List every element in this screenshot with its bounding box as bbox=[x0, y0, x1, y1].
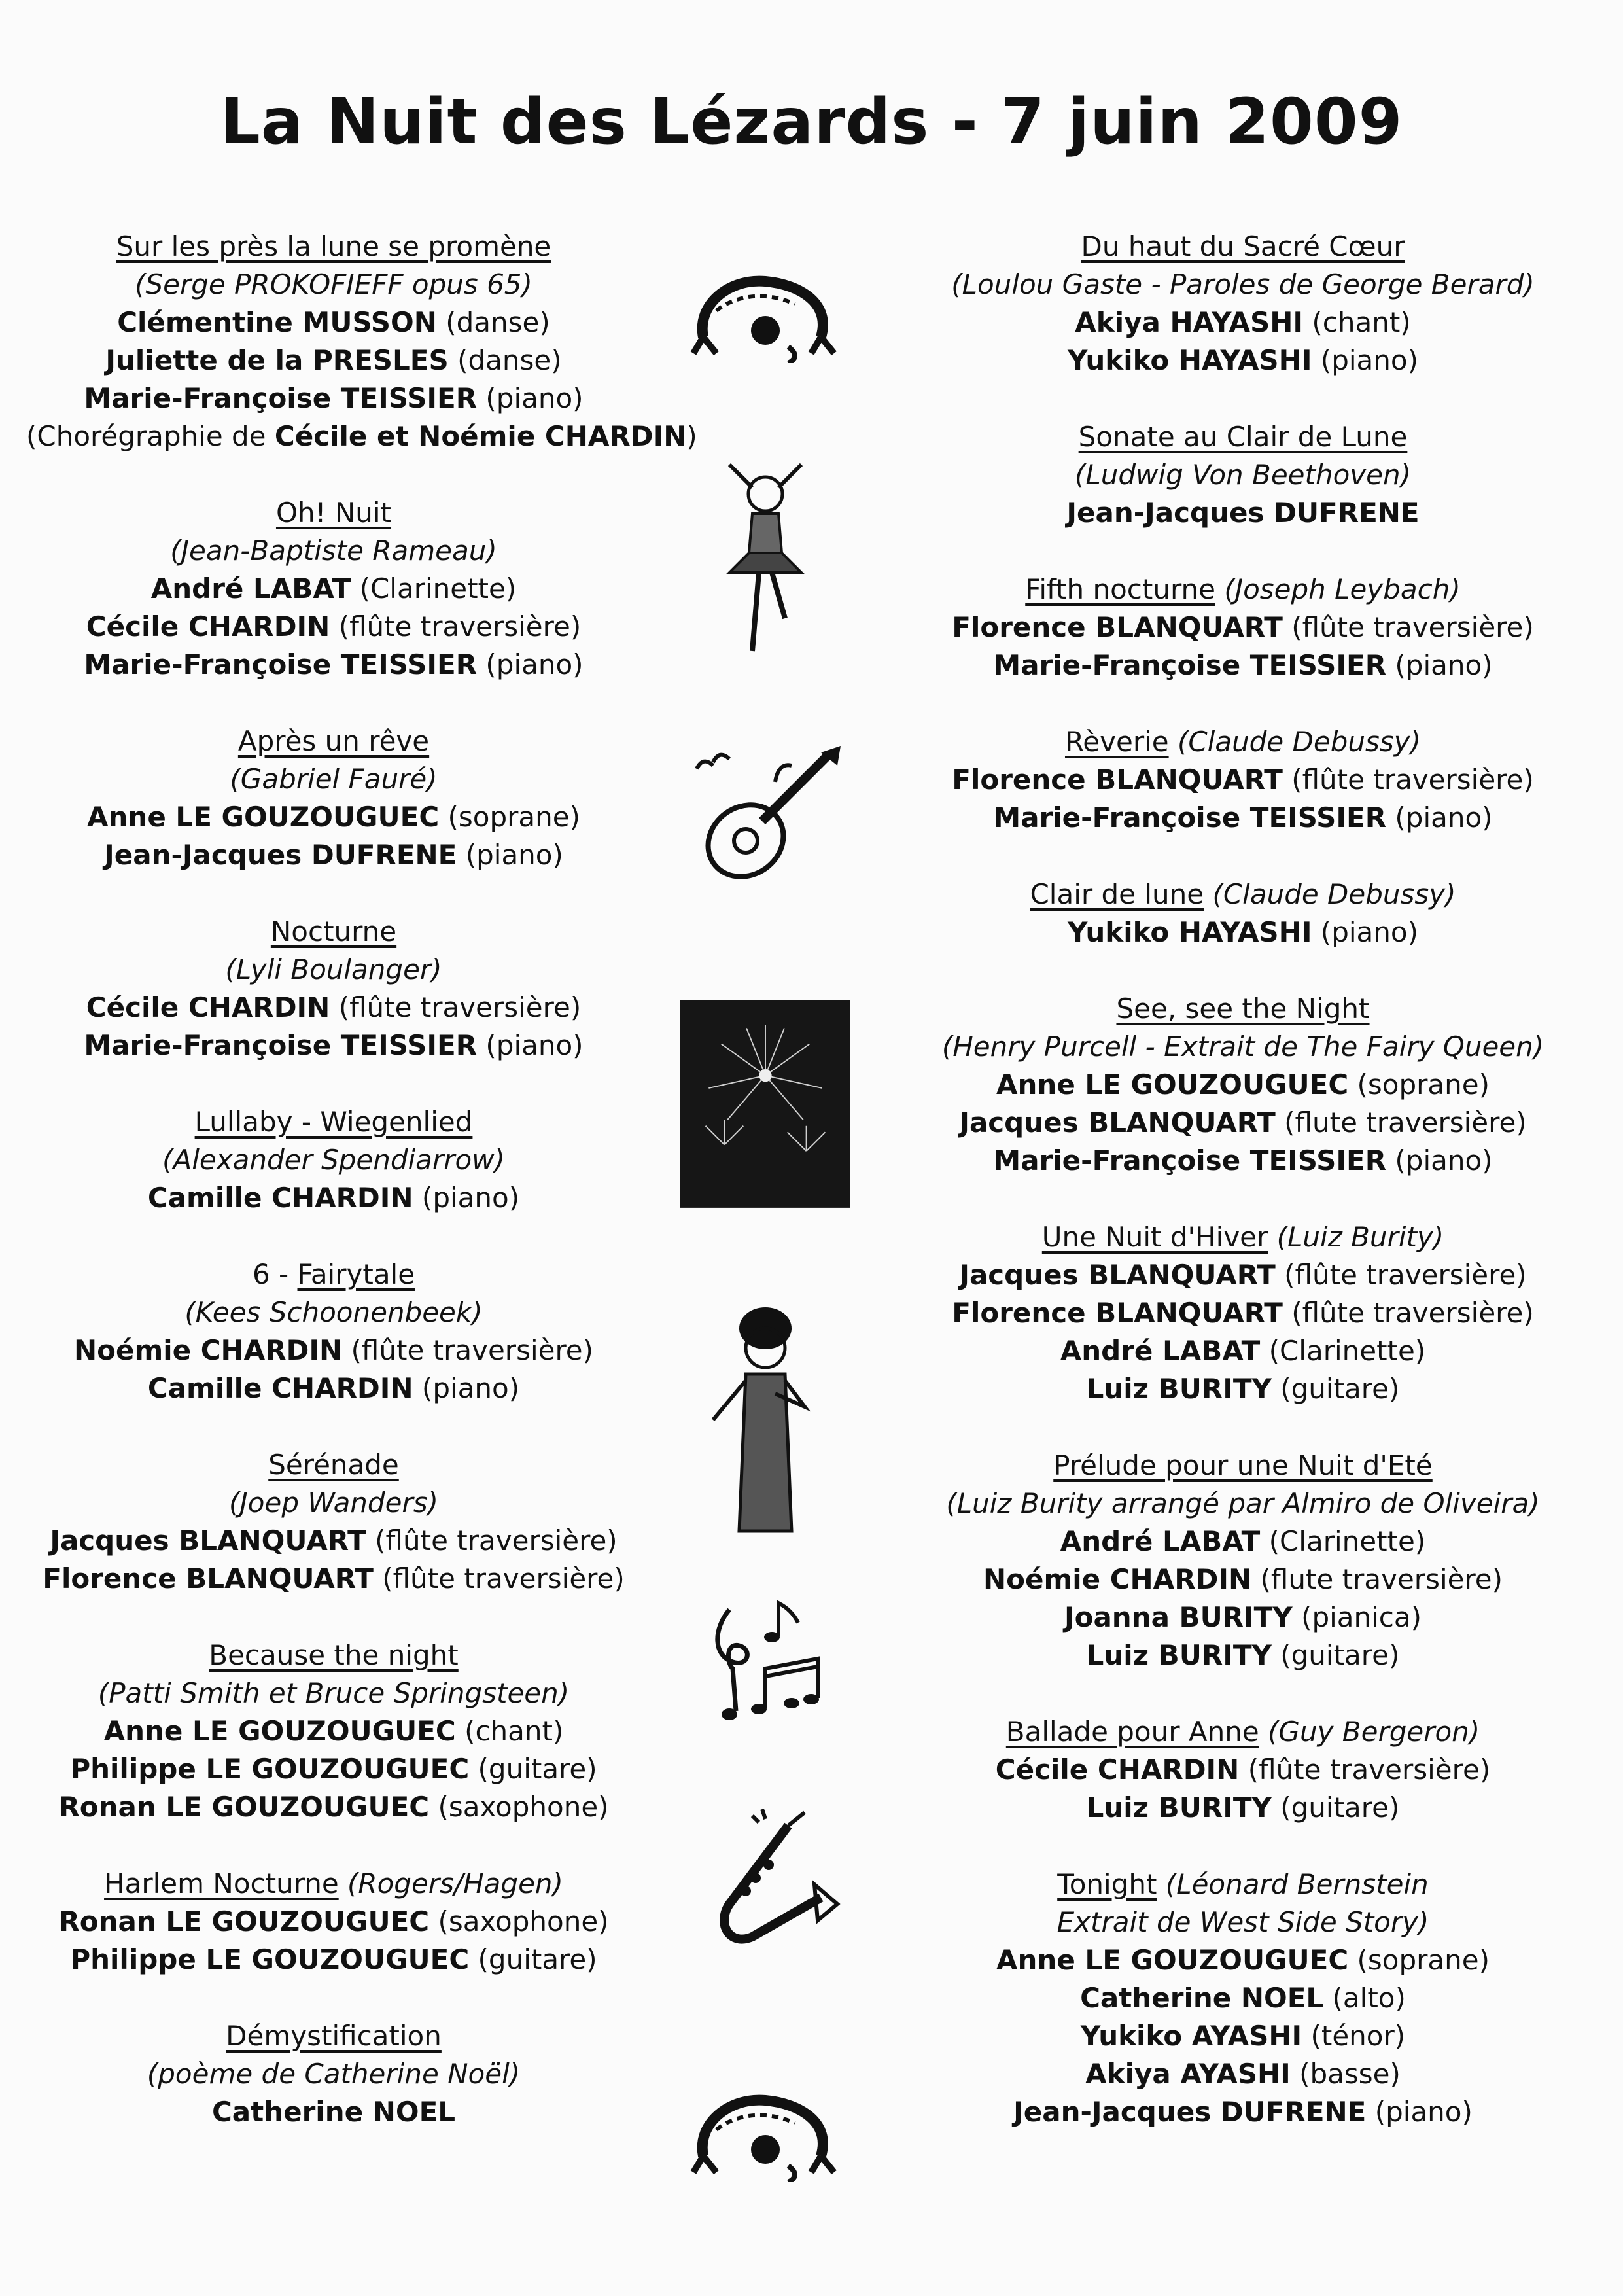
performer-role: (piano) bbox=[477, 382, 584, 414]
performer-name: Marie-Françoise TEISSIER bbox=[84, 382, 478, 414]
performer-role: (flûte traversière) bbox=[1239, 1754, 1491, 1786]
saxophone-icon bbox=[680, 1806, 850, 1956]
program-piece bbox=[916, 1865, 1570, 2131]
performer-name: Akiya AYASHI bbox=[1085, 2058, 1291, 2090]
performer-role: (soprane) bbox=[1348, 1944, 1490, 1976]
composer: (Jean-Baptiste Rameau) bbox=[170, 535, 497, 567]
performer-line bbox=[26, 380, 641, 417]
composer: (Joep Wanders) bbox=[229, 1487, 438, 1519]
performer-line bbox=[916, 1941, 1570, 1979]
performer-name: Florence BLANQUART bbox=[952, 1297, 1283, 1329]
performer-line bbox=[916, 1523, 1570, 1561]
performer-line bbox=[26, 646, 641, 684]
program-right-column bbox=[916, 228, 1570, 2170]
performer-role: (piano) bbox=[1386, 802, 1493, 834]
performer-name: Florence BLANQUART bbox=[952, 764, 1283, 796]
program-piece bbox=[916, 1218, 1570, 1408]
piece-title: Prélude pour une Nuit d'Eté bbox=[1053, 1449, 1433, 1481]
performer-line bbox=[26, 1522, 641, 1560]
performer-role: (flûte traversière) bbox=[330, 991, 582, 1023]
performer-role: (Clarinette) bbox=[351, 573, 517, 605]
performer-line bbox=[26, 608, 641, 646]
performer-line bbox=[916, 1561, 1570, 1598]
piece-title: Lullaby - Wiegenlied bbox=[194, 1106, 473, 1138]
performer-line bbox=[916, 1789, 1570, 1827]
performer-role: (pianica) bbox=[1292, 1601, 1422, 1633]
performer-name: Jean-Jacques DUFRENE bbox=[104, 839, 457, 871]
performer-line bbox=[26, 798, 641, 836]
composer: (Rogers/Hagen) bbox=[338, 1867, 563, 1899]
lizard-icon bbox=[680, 265, 850, 363]
performer-role: (flûte traversière) bbox=[330, 610, 582, 643]
performer-line bbox=[26, 1560, 641, 1598]
performer-line bbox=[26, 1369, 641, 1407]
piece-heading bbox=[916, 418, 1570, 456]
piece-heading bbox=[26, 2017, 641, 2055]
performer-role: (flûte traversière) bbox=[366, 1525, 618, 1557]
composer: (Joseph Leybach) bbox=[1215, 573, 1461, 605]
piece-title: Démystification bbox=[226, 2020, 442, 2052]
piece-title: Une Nuit d'Hiver bbox=[1041, 1221, 1268, 1253]
credit-text: (Chorégraphie de bbox=[26, 420, 275, 452]
piece-heading bbox=[26, 1636, 641, 1674]
performer-role: (piano) bbox=[477, 1029, 584, 1061]
composer-line bbox=[916, 456, 1570, 494]
program-piece bbox=[26, 1446, 641, 1598]
performer-line bbox=[916, 1636, 1570, 1674]
program-left-column bbox=[26, 228, 697, 2170]
piece-title: See, see the Night bbox=[1116, 993, 1370, 1025]
composer: (Guy Bergeron) bbox=[1259, 1716, 1480, 1748]
piece-title: Harlem Nocturne bbox=[104, 1867, 339, 1899]
piece-heading bbox=[916, 571, 1570, 609]
performer-name: André LABAT bbox=[1060, 1525, 1261, 1557]
performer-role: (flute traversière) bbox=[1251, 1563, 1503, 1595]
performer-name: Joanna BURITY bbox=[1064, 1601, 1293, 1633]
piece-heading bbox=[916, 990, 1570, 1028]
performer-role: (piano) bbox=[1312, 916, 1418, 948]
performer-line bbox=[916, 494, 1570, 532]
performer-role: (guitare) bbox=[1271, 1639, 1400, 1671]
performer-role: (guitare) bbox=[1271, 1373, 1400, 1405]
composer: (Patti Smith et Bruce Springsteen) bbox=[97, 1677, 570, 1709]
performer-line bbox=[916, 1066, 1570, 1104]
performer-name: Yukiko AYASHI bbox=[1080, 2020, 1302, 2052]
composer-line bbox=[26, 951, 641, 989]
performer-line bbox=[916, 1332, 1570, 1370]
program-piece bbox=[26, 2017, 641, 2131]
performer-line bbox=[916, 913, 1570, 951]
piece-title: Nocturne bbox=[270, 915, 397, 947]
performer-role: (guitare) bbox=[469, 1753, 597, 1785]
performer-name: Noémie CHARDIN bbox=[73, 1334, 343, 1366]
performer-role: (piano) bbox=[1386, 1144, 1493, 1176]
performer-role: (danse) bbox=[436, 306, 550, 338]
performer-line bbox=[916, 1370, 1570, 1408]
piece-heading bbox=[916, 723, 1570, 761]
performer-role: (saxophone) bbox=[429, 1791, 609, 1823]
performer-name: Jacques BLANQUART bbox=[50, 1525, 366, 1557]
composer-line bbox=[26, 532, 641, 570]
piece-title: Sonate au Clair de Lune bbox=[1078, 421, 1408, 453]
performer-line bbox=[26, 1332, 641, 1369]
composer-line bbox=[26, 760, 641, 798]
performer-name: André LABAT bbox=[1060, 1335, 1261, 1367]
performer-name: Anne LE GOUZOUGUEC bbox=[996, 1069, 1349, 1101]
performer-role: (alto) bbox=[1323, 1982, 1406, 2014]
performer-name: Marie-Françoise TEISSIER bbox=[84, 648, 478, 680]
performer-line bbox=[26, 2093, 641, 2131]
composer: (Luiz Burity) bbox=[1268, 1221, 1444, 1253]
composer: Extrait de West Side Story) bbox=[1056, 1906, 1429, 1938]
performer-name: Marie-Françoise TEISSIER bbox=[84, 1029, 478, 1061]
performer-name: Yukiko HAYASHI bbox=[1068, 916, 1312, 948]
performer-name: Anne LE GOUZOUGUEC bbox=[103, 1715, 456, 1747]
performer-name: Philippe LE GOUZOUGUEC bbox=[70, 1943, 470, 1975]
piece-title: Après un rêve bbox=[237, 725, 430, 757]
performer-line bbox=[916, 1751, 1570, 1789]
composer-line bbox=[26, 1141, 641, 1179]
performer-role: (chant) bbox=[455, 1715, 564, 1747]
performer-line bbox=[916, 646, 1570, 684]
performer-name: Cécile CHARDIN bbox=[995, 1754, 1240, 1786]
piece-heading bbox=[916, 1713, 1570, 1751]
ballerina-icon bbox=[680, 461, 850, 658]
performer-role: (saxophone) bbox=[429, 1905, 609, 1937]
piece-heading bbox=[916, 228, 1570, 266]
performer-line bbox=[916, 2093, 1570, 2131]
performer-line bbox=[26, 1027, 641, 1065]
performer-role: (Clarinette) bbox=[1260, 1335, 1426, 1367]
performer-role: (Clarinette) bbox=[1260, 1525, 1426, 1557]
fireworks-image bbox=[680, 996, 850, 1212]
performer-line bbox=[916, 761, 1570, 799]
piece-heading bbox=[916, 1865, 1570, 1903]
piece-title: Because the night bbox=[209, 1639, 459, 1671]
performer-name: Catherine NOEL bbox=[1080, 1982, 1324, 2014]
performer-role: (piano) bbox=[413, 1372, 520, 1404]
performer-name: Anne LE GOUZOUGUEC bbox=[87, 801, 440, 833]
performer-line bbox=[916, 1104, 1570, 1142]
program-piece bbox=[26, 494, 641, 684]
performer-name: Luiz BURITY bbox=[1086, 1373, 1272, 1405]
performer-name: Ronan LE GOUZOUGUEC bbox=[58, 1905, 430, 1937]
performer-name: Yukiko HAYASHI bbox=[1068, 344, 1312, 376]
piece-heading bbox=[26, 1103, 641, 1141]
composer: (Ludwig Von Beethoven) bbox=[1074, 459, 1411, 491]
performer-line bbox=[26, 836, 641, 874]
performer-name: Marie-Françoise TEISSIER bbox=[993, 1144, 1387, 1176]
piece-heading bbox=[26, 913, 641, 951]
composer: (Alexander Spendiarrow) bbox=[162, 1144, 505, 1176]
performer-role: (piano) bbox=[1386, 649, 1493, 681]
piece-heading bbox=[26, 494, 641, 532]
program-piece bbox=[916, 1713, 1570, 1827]
performer-role: (piano) bbox=[1366, 2096, 1473, 2128]
performer-role: (danse) bbox=[448, 344, 562, 376]
performer-line bbox=[916, 609, 1570, 646]
composer: (Léonard Bernstein bbox=[1157, 1868, 1429, 1900]
composer: (Claude Debussy) bbox=[1204, 878, 1456, 910]
piece-title: Sur les près la lune se promène bbox=[116, 230, 551, 262]
performer-name: André LABAT bbox=[150, 573, 351, 605]
performer-role: (flute traversière) bbox=[1275, 1106, 1527, 1139]
piece-heading bbox=[916, 1447, 1570, 1485]
piece-number: 6 - bbox=[252, 1258, 298, 1290]
performer-name: Cécile et Noémie CHARDIN bbox=[274, 420, 687, 452]
piece-title: Fairytale bbox=[297, 1258, 415, 1290]
program-piece bbox=[26, 722, 641, 874]
piece-heading bbox=[26, 1865, 641, 1903]
composer: (Loulou Gaste - Paroles de George Berard) bbox=[951, 268, 1535, 300]
piece-title: Rèverie bbox=[1064, 726, 1169, 758]
program-piece bbox=[26, 913, 641, 1065]
performer-name: Florence BLANQUART bbox=[43, 1563, 374, 1595]
program-piece bbox=[26, 1636, 641, 1826]
performer-line bbox=[26, 1941, 641, 1979]
piece-title: Fifth nocturne bbox=[1025, 573, 1215, 605]
performer-role: (flûte traversière) bbox=[1282, 1297, 1534, 1329]
performer-role: ) bbox=[686, 420, 697, 452]
performer-line bbox=[916, 1979, 1570, 2017]
performer-role: (flûte traversière) bbox=[1282, 611, 1534, 643]
performer-name: Jacques BLANQUART bbox=[959, 1106, 1276, 1139]
performer-line bbox=[916, 2055, 1570, 2093]
performer-line bbox=[26, 1712, 641, 1750]
piece-heading bbox=[26, 1446, 641, 1484]
composer-line bbox=[916, 1028, 1570, 1066]
performer-name: Akiya HAYASHI bbox=[1075, 306, 1304, 338]
performer-line bbox=[916, 2017, 1570, 2055]
performer-line bbox=[916, 304, 1570, 342]
music-notes-icon bbox=[680, 1590, 850, 1734]
performer-line bbox=[916, 1598, 1570, 1636]
performer-name: Ronan LE GOUZOUGUEC bbox=[58, 1791, 430, 1823]
performer-role: (guitare) bbox=[469, 1943, 597, 1975]
performer-line bbox=[26, 1750, 641, 1788]
composer: (Serge PROKOFIEFF opus 65) bbox=[135, 268, 532, 300]
performer-name: Clémentine MUSSON bbox=[117, 306, 437, 338]
performer-line bbox=[916, 1294, 1570, 1332]
performer-name: Anne LE GOUZOUGUEC bbox=[996, 1944, 1349, 1976]
performer-role: (piano) bbox=[477, 648, 584, 680]
program-piece bbox=[916, 571, 1570, 684]
performer-role: (flûte traversière) bbox=[1275, 1259, 1527, 1291]
piece-title: Ballade pour Anne bbox=[1005, 1716, 1259, 1748]
performer-role: (piano) bbox=[1312, 344, 1418, 376]
performer-line bbox=[26, 989, 641, 1027]
composer-line bbox=[26, 1484, 641, 1522]
composer: (Claude Debussy) bbox=[1168, 726, 1421, 758]
composer-line bbox=[916, 1903, 1570, 1941]
performer-line bbox=[26, 417, 697, 455]
composer: (Kees Schoonenbeek) bbox=[184, 1296, 483, 1328]
performer-line bbox=[916, 1142, 1570, 1180]
performer-name: Noémie CHARDIN bbox=[983, 1563, 1252, 1595]
guitar-icon bbox=[680, 743, 850, 887]
performer-name: Luiz BURITY bbox=[1086, 1792, 1272, 1824]
composer-line bbox=[26, 1674, 641, 1712]
performer-line bbox=[916, 799, 1570, 837]
program-piece bbox=[26, 228, 697, 455]
piece-heading bbox=[26, 722, 641, 760]
performer-role: (flûte traversière) bbox=[373, 1563, 625, 1595]
performer-name: Marie-Françoise TEISSIER bbox=[993, 802, 1387, 834]
performer-role: (piano) bbox=[457, 839, 563, 871]
program-piece bbox=[916, 723, 1570, 837]
performer-name: Marie-Françoise TEISSIER bbox=[993, 649, 1387, 681]
performer-name: Juliette de la PRESLES bbox=[105, 344, 449, 376]
composer: (Gabriel Fauré) bbox=[230, 763, 438, 795]
performer-name: Camille CHARDIN bbox=[147, 1182, 413, 1214]
performer-line bbox=[916, 1256, 1570, 1294]
singer-icon bbox=[680, 1302, 850, 1538]
piece-heading bbox=[26, 1256, 641, 1294]
program-piece bbox=[916, 1447, 1570, 1674]
piece-heading bbox=[916, 1218, 1570, 1256]
performer-line bbox=[26, 1903, 641, 1941]
program-piece bbox=[26, 1256, 641, 1407]
program-piece bbox=[916, 990, 1570, 1180]
lizard-icon bbox=[680, 2084, 850, 2182]
performer-role: (soprane) bbox=[1348, 1069, 1490, 1101]
performer-role: (basse) bbox=[1290, 2058, 1401, 2090]
composer-line bbox=[916, 1485, 1570, 1523]
composer-line bbox=[26, 2055, 641, 2093]
performer-line bbox=[26, 342, 641, 380]
piece-title: Tonight bbox=[1057, 1868, 1157, 1900]
performer-line bbox=[26, 304, 641, 342]
performer-name: Jacques BLANQUART bbox=[959, 1259, 1276, 1291]
page-title: La Nuit des Lézards - 7 juin 2009 bbox=[220, 85, 1403, 158]
program-piece bbox=[26, 1103, 641, 1217]
performer-line bbox=[916, 342, 1570, 380]
performer-role: (flûte traversière) bbox=[1282, 764, 1534, 796]
composer-line bbox=[916, 266, 1570, 304]
composer: (Henry Purcell - Extrait de The Fairy Queen) bbox=[941, 1031, 1544, 1063]
program-piece bbox=[916, 228, 1570, 380]
performer-name: Jean-Jacques DUFRENE bbox=[1013, 2096, 1367, 2128]
program-piece bbox=[26, 1865, 641, 1979]
piece-title: Sérénade bbox=[268, 1449, 399, 1481]
performer-name: Jean-Jacques DUFRENE bbox=[1066, 497, 1420, 529]
composer: (Luiz Burity arrangé par Almiro de Oliveira) bbox=[946, 1487, 1540, 1519]
performer-role: (chant) bbox=[1303, 306, 1411, 338]
performer-role: (ténor) bbox=[1302, 2020, 1406, 2052]
performer-name: Cécile CHARDIN bbox=[86, 991, 330, 1023]
composer: (Lyli Boulanger) bbox=[225, 953, 442, 985]
piece-title: Du haut du Sacré Cœur bbox=[1081, 230, 1405, 262]
program-piece bbox=[916, 875, 1570, 951]
piece-heading bbox=[916, 875, 1570, 913]
composer-line bbox=[26, 1294, 641, 1332]
performer-line bbox=[26, 570, 641, 608]
performer-line bbox=[26, 1179, 641, 1217]
piece-heading bbox=[26, 228, 641, 266]
piece-title: Oh! Nuit bbox=[275, 497, 392, 529]
performer-role: (piano) bbox=[413, 1182, 520, 1214]
composer: (poème de Catherine Noël) bbox=[147, 2058, 521, 2090]
performer-name: Philippe LE GOUZOUGUEC bbox=[70, 1753, 470, 1785]
performer-role: (soprane) bbox=[439, 801, 580, 833]
performer-name: Luiz BURITY bbox=[1086, 1639, 1272, 1671]
performer-line bbox=[26, 1788, 641, 1826]
performer-name: Catherine NOEL bbox=[211, 2096, 456, 2128]
performer-name: Florence BLANQUART bbox=[952, 611, 1283, 643]
composer-line bbox=[26, 266, 641, 304]
performer-name: Cécile CHARDIN bbox=[86, 610, 330, 643]
performer-role: (guitare) bbox=[1271, 1792, 1400, 1824]
performer-role: (flûte traversière) bbox=[342, 1334, 594, 1366]
program-piece bbox=[916, 418, 1570, 532]
piece-title: Clair de lune bbox=[1030, 878, 1204, 910]
performer-name: Camille CHARDIN bbox=[147, 1372, 413, 1404]
